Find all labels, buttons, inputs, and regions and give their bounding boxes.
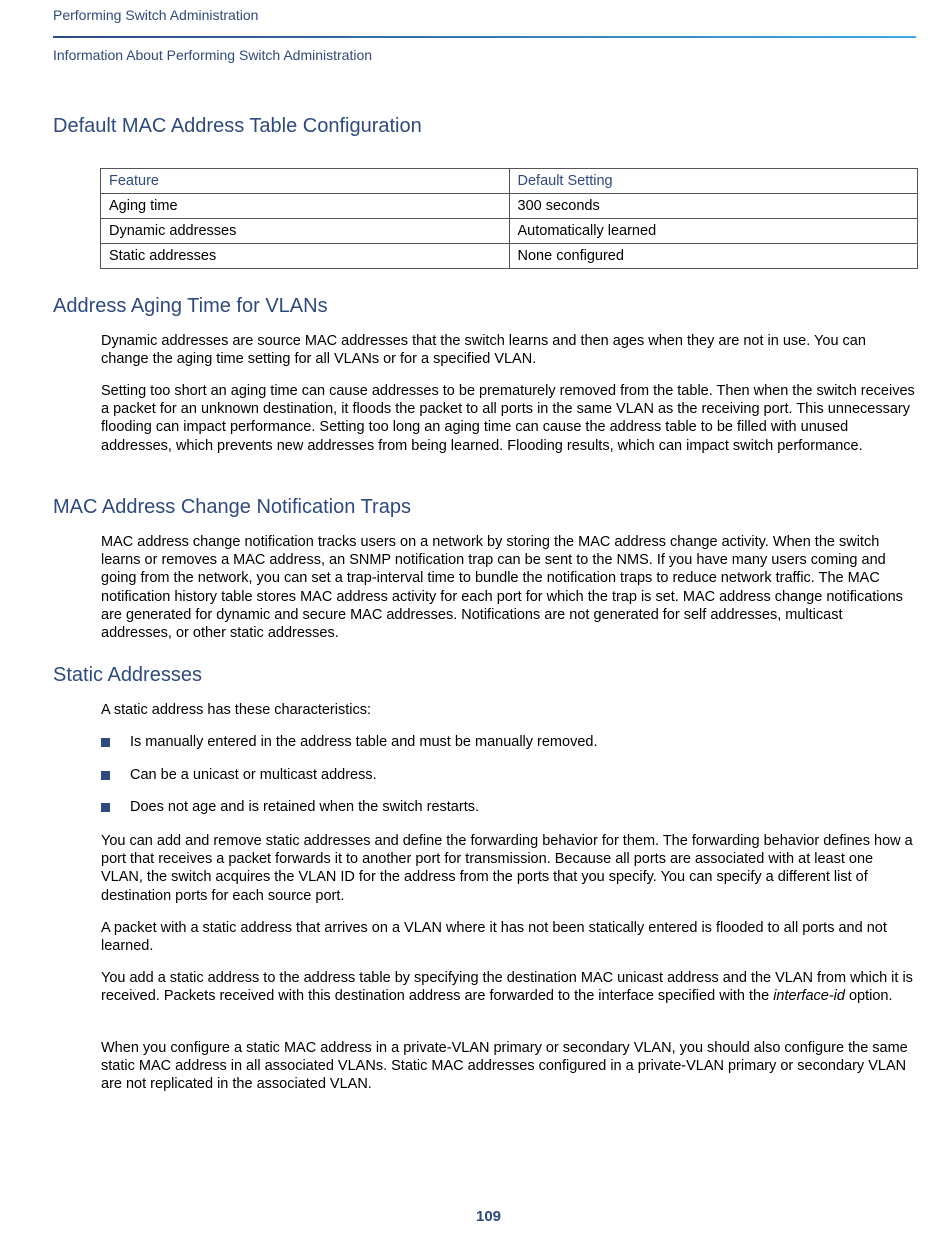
list-item-text: Can be a unicast or multicast address. xyxy=(130,767,377,783)
table-cell: Aging time xyxy=(101,194,510,219)
bullet-square-icon xyxy=(101,738,110,747)
running-header-chapter: Performing Switch Administration xyxy=(53,7,259,23)
list-item-text: Does not age and is retained when the switch restarts. xyxy=(130,799,479,815)
paragraph: MAC address change notification tracks users on a network by storing the MAC address change activity. When the switch learns or removes a MAC address, an SNMP notification trap can be sent to the NMS. If you have many users coming and going from the network, you can set a trap-interval time to bundle the notification traps to reduce network traffic. The MAC notification history table stores MAC address activity for each port for which the trap is set. MAC address change notifications are generated for dynamic and secure MAC addresses. Notifications are not generated for self addresses, multicast addresses, or other static addresses. xyxy=(101,534,903,642)
list-item-text: Is manually entered in the address table and must be manually removed. xyxy=(130,734,598,750)
table-row xyxy=(101,244,918,269)
table-cell: Static addresses xyxy=(101,244,510,269)
running-header-section: Information About Performing Switch Administration xyxy=(53,47,373,63)
table-cell: 300 seconds xyxy=(509,194,918,219)
paragraph: Setting too short an aging time can cause addresses to be prematurely removed from the table. Then when the switch receives a packet for an unknown destination, it floods the packet to all ports in the same VLAN as the receiving port. This unnecessary flooding can impact performance. Setting too long an aging time can cause the address table to be filled with unused addresses, which prevents new addresses from being learned. Flooding results, which can impact switch performance. xyxy=(101,383,915,454)
table-header-row xyxy=(101,169,918,194)
table-cell: None configured xyxy=(509,244,918,269)
paragraph: When you configure a static MAC address in a private-VLAN primary or secondary VLAN, you should also configure the same static MAC address in all associated VLANs. Static MAC addresses configured in a private-VLAN primary or secondary VLAN are not replicated in the associated VLAN. xyxy=(101,1040,908,1093)
heading-default-mac-table: Default MAC Address Table Configuration xyxy=(53,115,422,137)
header-divider xyxy=(53,36,916,38)
table-row xyxy=(101,219,918,244)
heading-notification-traps: MAC Address Change Notification Traps xyxy=(53,496,411,518)
paragraph-text: You add a static address to the address table by specifying the destination MAC unicast address and the VLAN from which it is received. Packets received with this destination address are forwarded to the interface specified with the xyxy=(101,970,913,1005)
default-settings-table xyxy=(100,168,918,269)
heading-static-addresses: Static Addresses xyxy=(53,664,202,686)
interface-id-term: interface-id xyxy=(773,988,845,1005)
table-row xyxy=(101,194,918,219)
bullet-square-icon xyxy=(101,771,110,780)
paragraph-intro: A static address has these characteristics: xyxy=(101,702,371,718)
table-cell: Automatically learned xyxy=(509,219,918,244)
table-cell: Dynamic addresses xyxy=(101,219,510,244)
paragraph: A packet with a static address that arrives on a VLAN where it has not been statically entered is flooded to all ports and not learned. xyxy=(101,920,887,955)
bullet-square-icon xyxy=(101,803,110,812)
paragraph: You can add and remove static addresses and define the forwarding behavior for them. The forwarding behavior defines how a port that receives a packet forwards it to another port for transmission. Because all ports are associated with at least one VLAN, the switch acquires the VLAN ID for the address from the ports that you specify. You can specify a different list of destination ports for each source port. xyxy=(101,833,913,904)
column-header-feature: Feature xyxy=(101,169,510,194)
page-number: 109 xyxy=(475,1208,502,1225)
paragraph: Dynamic addresses are source MAC addresses that the switch learns and then ages when they are not in use. You can change the aging time setting for all VLANs or for a specified VLAN. xyxy=(101,333,866,368)
paragraph-interface-id xyxy=(101,969,917,1005)
paragraph-text: option. xyxy=(844,988,893,1005)
heading-address-aging: Address Aging Time for VLANs xyxy=(53,295,328,317)
column-header-default-setting: Default Setting xyxy=(509,169,918,194)
